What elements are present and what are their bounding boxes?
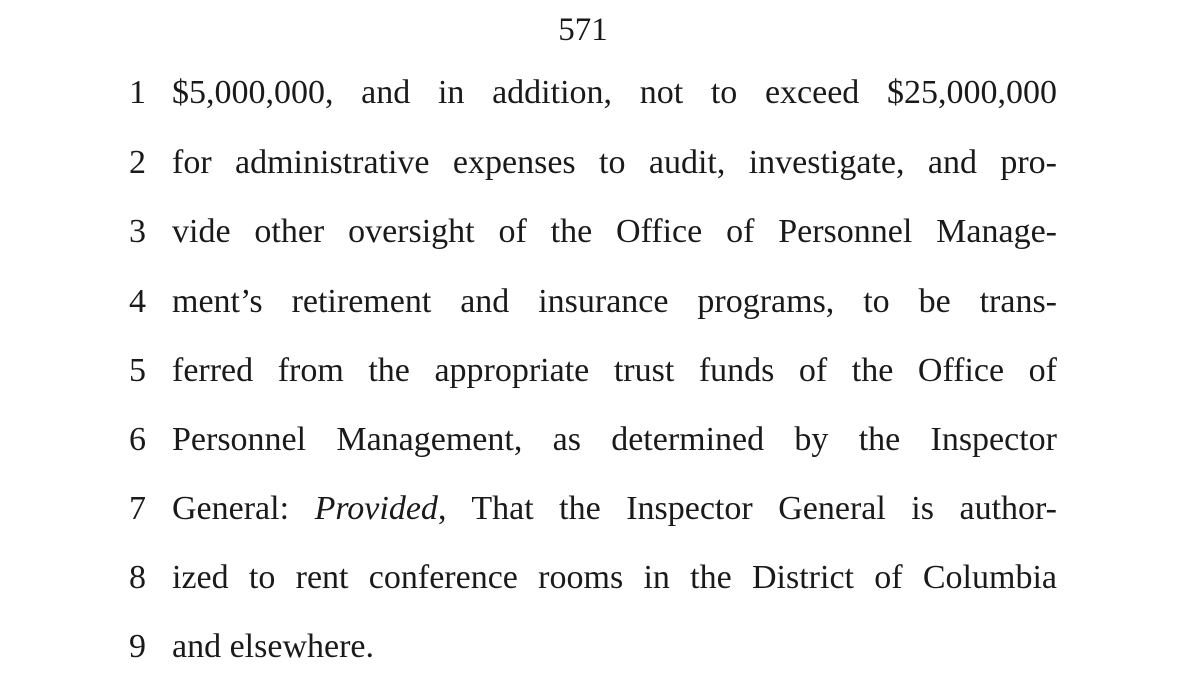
line-text-after: , That the Inspector General is author- xyxy=(437,490,1057,527)
line-number: 8 xyxy=(129,559,146,596)
text-line-4 xyxy=(0,282,1200,322)
line-number: 5 xyxy=(129,352,146,389)
line-text: ized to rent conference rooms in the District of Columbia xyxy=(172,559,1057,596)
line-text: and elsewhere. xyxy=(172,628,375,665)
page-number: 571 xyxy=(558,12,608,48)
text-line-8 xyxy=(0,558,1200,598)
text-line-3 xyxy=(0,212,1200,252)
line-text-before: General: xyxy=(172,490,315,527)
line-number: 2 xyxy=(129,144,146,181)
line-text: Personnel Management, as determined by the Inspector xyxy=(172,421,1057,458)
text-line-7 xyxy=(0,489,1200,529)
line-number: 4 xyxy=(129,283,146,320)
text-line-9 xyxy=(0,627,1200,667)
line-number: 9 xyxy=(129,628,146,665)
line-number: 7 xyxy=(129,490,146,527)
line-text: for administrative expenses to audit, investigate, and pro- xyxy=(172,144,1057,181)
line-text: ment’s retirement and insurance programs, to be trans- xyxy=(172,283,1057,320)
text-line-1 xyxy=(0,73,1200,113)
line-number: 3 xyxy=(129,213,146,250)
line-text: ferred from the appropriate trust funds of the Office of xyxy=(172,352,1057,389)
line-number: 6 xyxy=(129,421,146,458)
text-line-6 xyxy=(0,420,1200,460)
text-line-5 xyxy=(0,351,1200,391)
text-line-2 xyxy=(0,143,1200,183)
line-text: $5,000,000, and in addition, not to exceed $25,000,000 xyxy=(172,74,1057,111)
line-text: vide other oversight of the Office of Personnel Manage- xyxy=(172,213,1057,250)
line-number: 1 xyxy=(129,74,146,111)
provided-italic-term: Provided xyxy=(314,490,438,527)
line-text xyxy=(172,489,1057,529)
